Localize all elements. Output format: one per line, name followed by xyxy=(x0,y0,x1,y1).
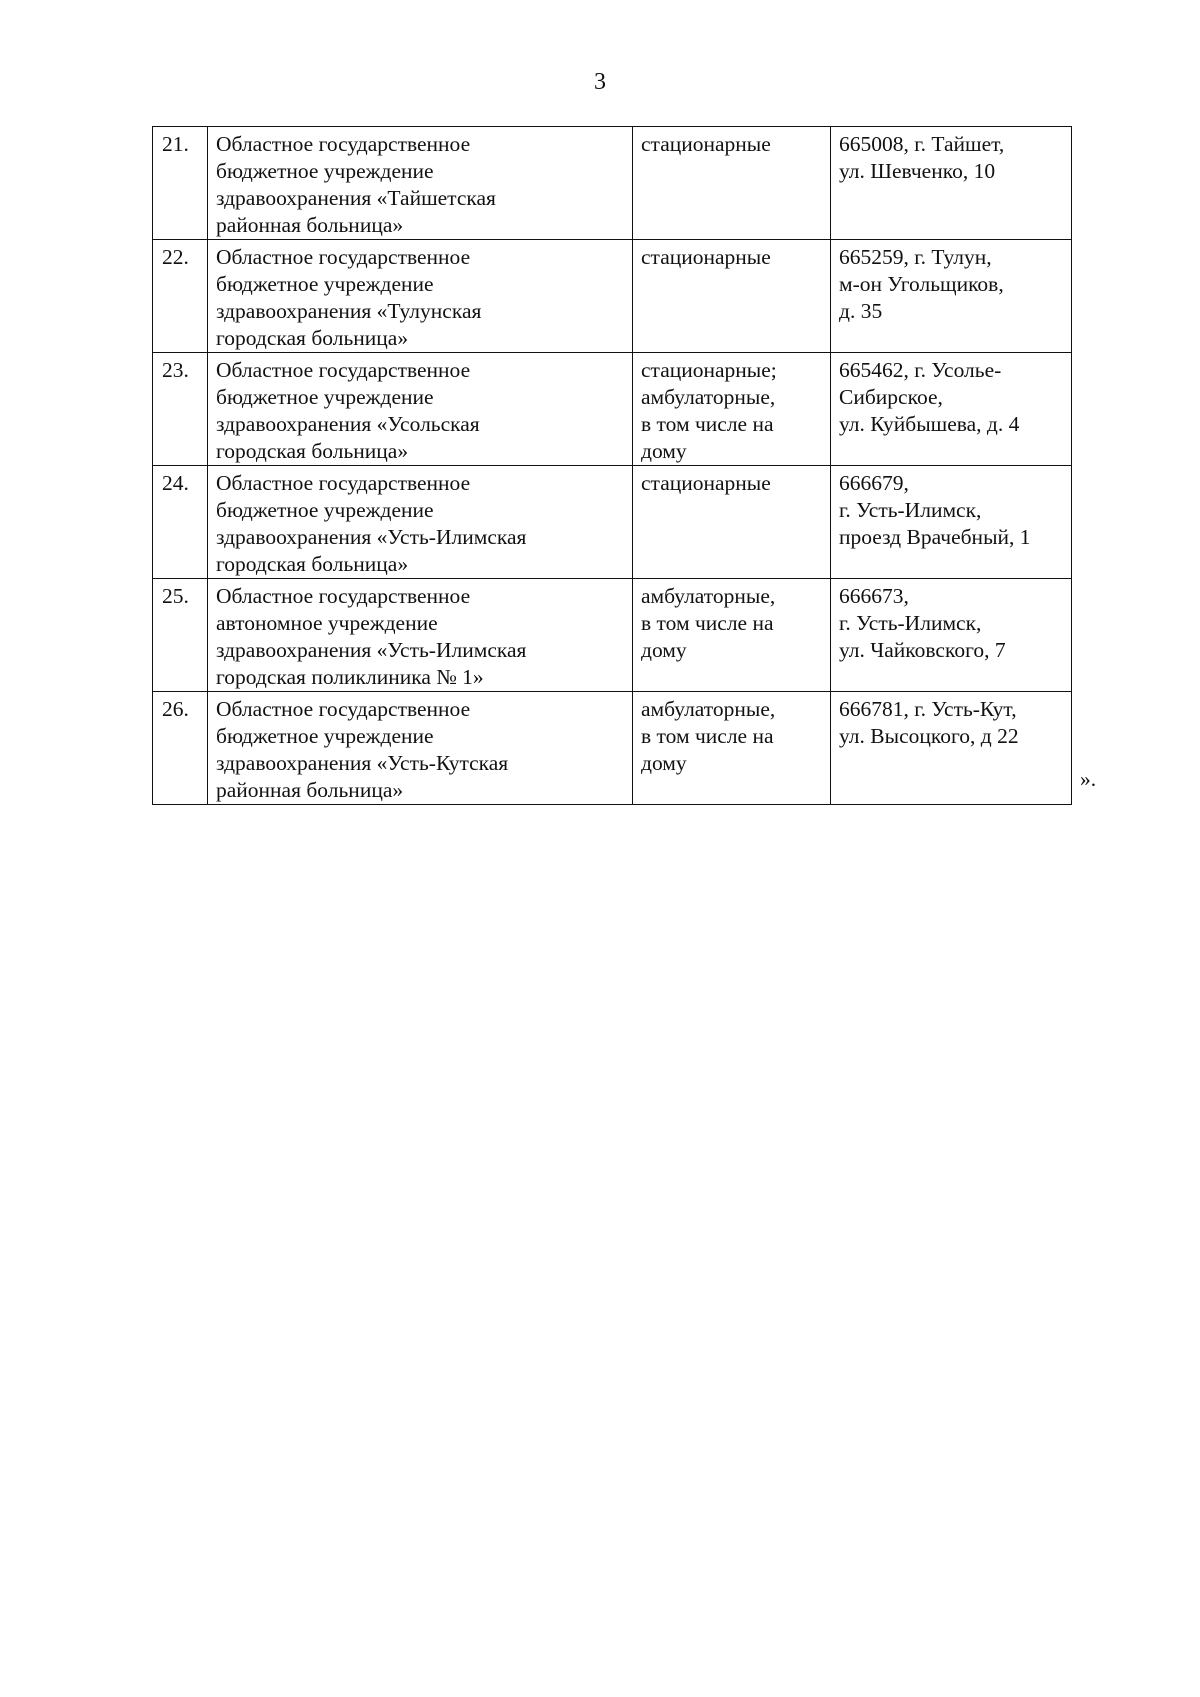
text-line: амбулаторные, xyxy=(641,584,776,608)
table-row xyxy=(153,579,1072,692)
care-type xyxy=(633,466,831,579)
text-line: проезд Врачебный, 1 xyxy=(839,525,1031,549)
text-line: амбулаторные, xyxy=(641,385,776,409)
address xyxy=(831,353,1072,466)
text-line: Областное государственное xyxy=(216,471,471,495)
text-line: стационарные xyxy=(641,471,771,495)
row-number: 23. xyxy=(153,353,208,466)
table-row xyxy=(153,240,1072,353)
text-line: 666781, г. Усть-Кут, xyxy=(839,697,1017,721)
text-line: Областное государственное xyxy=(216,697,471,721)
address xyxy=(831,240,1072,353)
address xyxy=(831,127,1072,240)
care-type xyxy=(633,692,831,805)
text-line: городская больница» xyxy=(216,439,409,463)
table-row xyxy=(153,692,1072,805)
text-line: бюджетное учреждение xyxy=(216,272,434,296)
text-line: м-он Угольщиков, xyxy=(839,272,1004,296)
text-line: районная больница» xyxy=(216,213,404,237)
text-line: бюджетное учреждение xyxy=(216,385,434,409)
page-number: 3 xyxy=(594,69,606,95)
text-line: ул. Чайковского, 7 xyxy=(839,638,1006,662)
text-line: 665259, г. Тулун, xyxy=(839,245,992,269)
row-number: 25. xyxy=(153,579,208,692)
institution-name xyxy=(208,579,633,692)
text-line: ул. Шевченко, 10 xyxy=(839,159,996,183)
text-line: бюджетное учреждение xyxy=(216,724,434,748)
text-line: Областное государственное xyxy=(216,132,471,156)
text-line: стационарные xyxy=(641,245,771,269)
text-line: здравоохранения «Тайшетская xyxy=(216,186,496,210)
address xyxy=(831,466,1072,579)
institution-name xyxy=(208,127,633,240)
text-line: в том числе на xyxy=(641,611,774,635)
institution-name xyxy=(208,466,633,579)
text-line: ул. Куйбышева, д. 4 xyxy=(839,412,1020,436)
text-line: Областное государственное xyxy=(216,584,471,608)
text-line: городская больница» xyxy=(216,326,409,350)
text-line: городская поликлиника № 1» xyxy=(216,665,484,689)
text-line: здравоохранения «Усть-Илимская xyxy=(216,638,527,662)
text-line: 666679, xyxy=(839,471,909,495)
text-line: здравоохранения «Усольская xyxy=(216,412,480,436)
care-type xyxy=(633,127,831,240)
text-line: Областное государственное xyxy=(216,245,471,269)
row-number: 26. xyxy=(153,692,208,805)
address xyxy=(831,692,1072,805)
text-line: 666673, xyxy=(839,584,909,608)
care-type xyxy=(633,579,831,692)
institution-name xyxy=(208,692,633,805)
text-line: Сибирское, xyxy=(839,385,943,409)
text-line: Областное государственное xyxy=(216,358,471,382)
text-line: здравоохранения «Усть-Кутская xyxy=(216,751,509,775)
text-line: здравоохранения «Усть-Илимская xyxy=(216,525,527,549)
text-line: в том числе на xyxy=(641,724,774,748)
text-line: автономное учреждение xyxy=(216,611,438,635)
text-line: городская больница» xyxy=(216,552,409,576)
care-type xyxy=(633,240,831,353)
row-number: 24. xyxy=(153,466,208,579)
row-number: 22. xyxy=(153,240,208,353)
text-line: стационарные xyxy=(641,132,771,156)
table-row xyxy=(153,127,1072,240)
text-line: стационарные; xyxy=(641,358,777,382)
text-line: г. Усть-Илимск, xyxy=(839,611,982,635)
table-row xyxy=(153,353,1072,466)
text-line: 665008, г. Тайшет, xyxy=(839,132,1005,156)
institution-name xyxy=(208,240,633,353)
text-line: дому xyxy=(641,751,687,775)
text-line: д. 35 xyxy=(839,299,883,323)
institutions-table xyxy=(152,126,1072,805)
table-row xyxy=(153,466,1072,579)
text-line: г. Усть-Илимск, xyxy=(839,498,982,522)
text-line: амбулаторные, xyxy=(641,697,776,721)
text-line: дому xyxy=(641,439,687,463)
text-line: дому xyxy=(641,638,687,662)
text-line: ул. Высоцкого, д 22 xyxy=(839,724,1019,748)
address xyxy=(831,579,1072,692)
text-line: в том числе на xyxy=(641,412,774,436)
closing-quote-mark: ». xyxy=(1080,767,1097,791)
text-line: районная больница» xyxy=(216,778,404,802)
care-type xyxy=(633,353,831,466)
text-line: бюджетное учреждение xyxy=(216,159,434,183)
institution-name xyxy=(208,353,633,466)
row-number: 21. xyxy=(153,127,208,240)
text-line: 665462, г. Усолье- xyxy=(839,358,1002,382)
text-line: здравоохранения «Тулунская xyxy=(216,299,482,323)
text-line: бюджетное учреждение xyxy=(216,498,434,522)
